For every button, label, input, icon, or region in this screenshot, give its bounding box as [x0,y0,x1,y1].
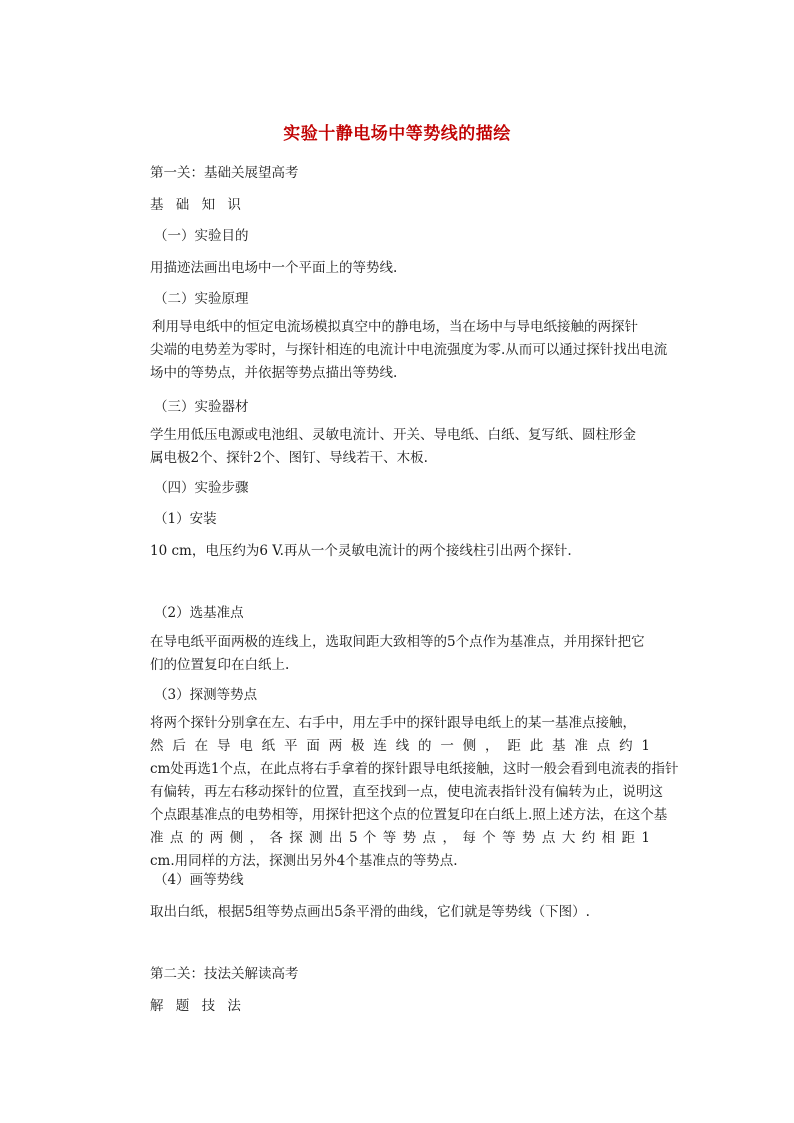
principle-line: 场中的等势点，并依据等势点描出等势线. [150,365,398,381]
step2-line: 们的位置复印在白纸上. [150,657,290,673]
principle-line: 尖端的电势差为零时，与探针相连的电流计中电流强度为零.从而可以通过探针找出电流 [150,342,668,358]
step3-line: 准 点 的 两 侧 ， 各 探 测 出 5 个 等 势 点 ， 每 个 等 势 点 大 约 相 距 1 [150,830,650,846]
step4-heading: （4）画等势线 [154,872,244,888]
step3-line: cm处再选1个点，在此点将右手拿着的探针跟导电纸接触，这时一般会看到电流表的指针 [150,761,679,777]
section1-subheading: 基 础 知 识 [150,197,245,213]
principle-paragraph [150,316,668,385]
page-title: 实验十静电场中等势线的描绘 [283,124,511,144]
goal-heading: （一）实验目的 [154,228,249,244]
step3-paragraph [150,712,679,873]
principle-heading: （二）实验原理 [154,291,249,307]
step3-line: 有偏转，再左右移动探针的位置，直至找到一点，使电流表指针没有偏转为止，说明这 [150,784,663,800]
step2-line: 在导电纸平面两极的连线上，选取间距大致相等的5个点作为基准点，并用探针把它 [150,634,645,650]
section1-heading: 第一关：基础关展望高考 [150,165,299,181]
step3-line: 个点跟基准点的电势相等，用探针把这个点的位置复印在白纸上.照上述方法，在这个基 [150,807,668,823]
step3-line: 然 后 在 导 电 纸 平 面 两 极 连 线 的 一 侧 ， 距 此 基 准 点 约 1 [150,738,650,754]
step2-heading: （2）选基准点 [154,605,244,621]
section2-subheading: 解 题 技 法 [150,998,245,1014]
step1-text: 10 cm，电压约为6 V.再从一个灵敏电流计的两个接线柱引出两个探针. [150,543,572,559]
step3-line: cm.用同样的方法，探测出另外4个基准点的等势点. [150,853,458,869]
principle-line: 利用导电纸中的恒定电流场模拟真空中的静电场，当在场中与导电纸接触的两探针 [152,319,638,335]
section2-heading: 第二关：技法关解读高考 [150,966,299,982]
equipment-line: 属电极2个、探针2个、图钉、导线若干、木板. [150,450,428,466]
step3-heading: （3）探测等势点 [154,687,258,703]
step3-line: 将两个探针分别拿在左、右手中，用左手中的探针跟导电纸上的某一基准点接触， [150,715,636,731]
equipment-paragraph [150,424,650,470]
step4-text: 取出白纸，根据5组等势点画出5条平滑的曲线，它们就是等势线（下图）. [150,904,590,920]
step2-paragraph [150,631,650,677]
goal-text: 用描迹法画出电场中一个平面上的等势线. [150,260,398,276]
step1-heading: （1）安装 [154,511,217,527]
steps-heading: （四）实验步骤 [154,480,249,496]
equipment-heading: （三）实验器材 [154,399,249,415]
equipment-line: 学生用低压电源或电池组、灵敏电流计、开关、导电纸、白纸、复写纸、圆柱形金 [150,427,636,443]
